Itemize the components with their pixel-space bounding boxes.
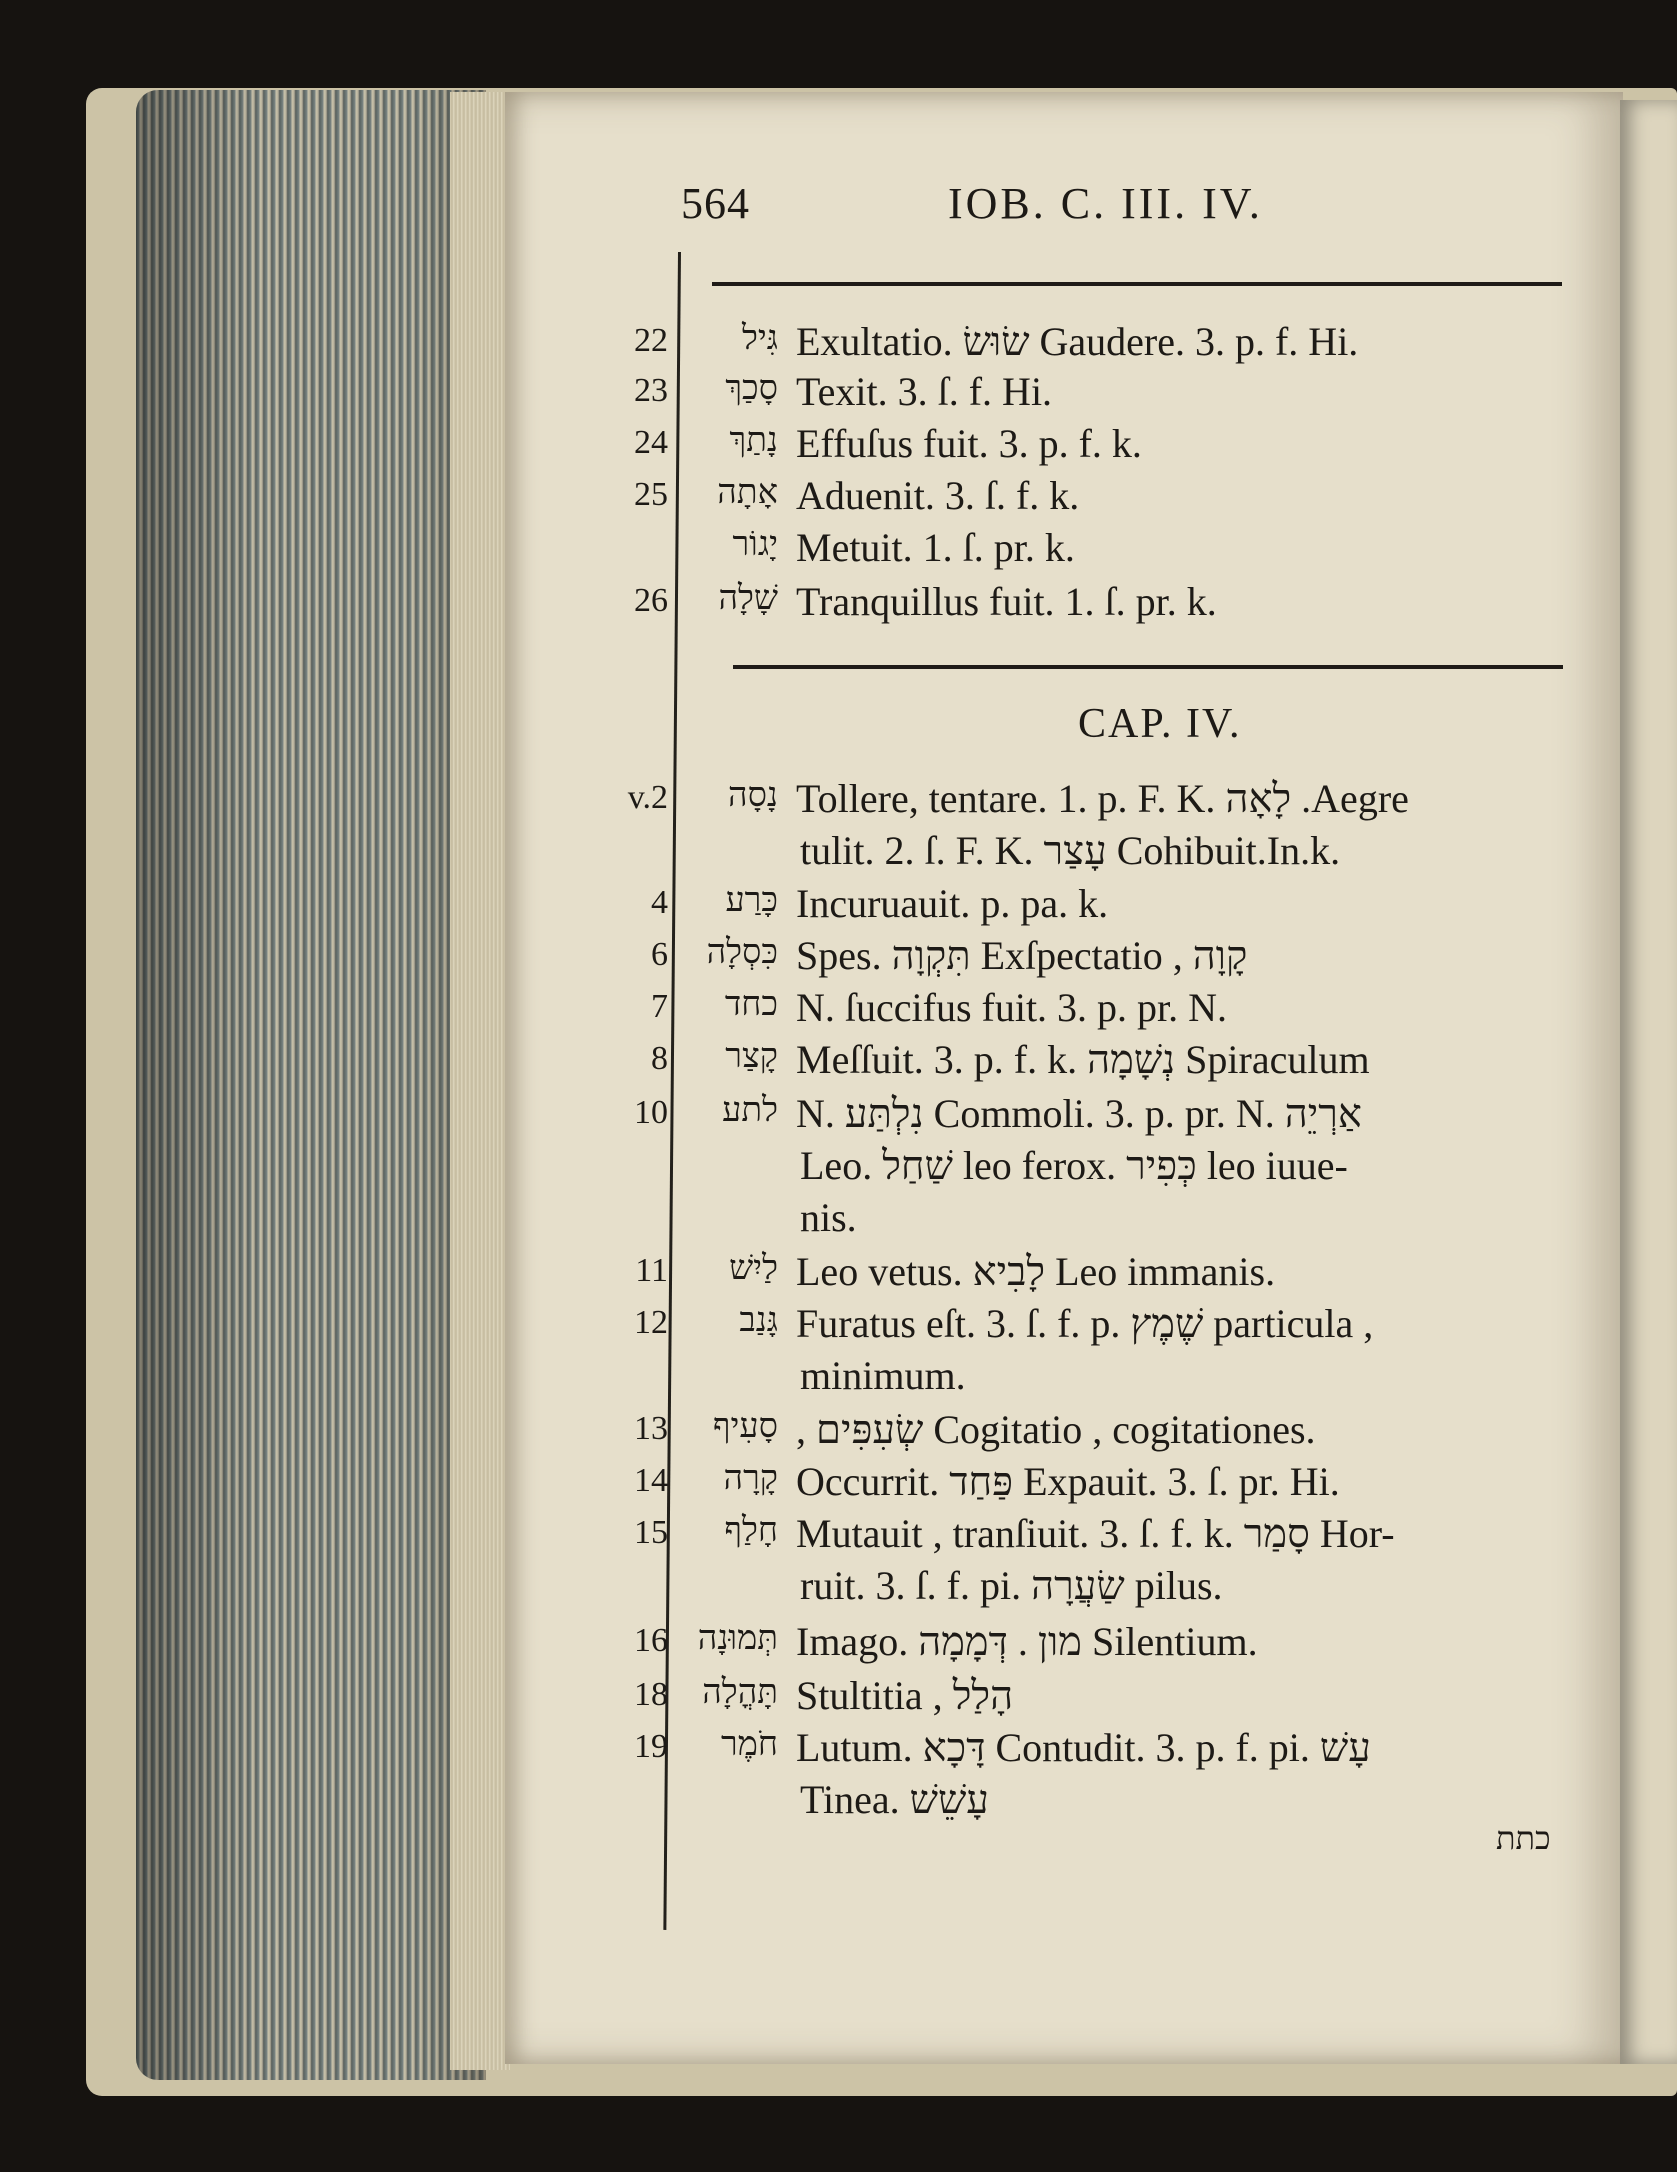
hebrew-headword: חָלַף [724, 1512, 778, 1549]
verse-number: 11 [635, 1252, 668, 1289]
hebrew-headword: יָגוֹר [732, 526, 778, 563]
hebrew-headword: אָתָה [717, 474, 778, 511]
verse-number: 6 [651, 936, 668, 973]
gloss-line: Effuſus fuit. 3. p. f. k. [796, 421, 1142, 466]
hebrew-headword: כחד [724, 986, 778, 1023]
gloss-line: Meſſuit. 3. p. f. k. נְשָׁמָה Spiraculum [796, 1037, 1370, 1082]
hebrew-headword: קָצַר [725, 1038, 778, 1075]
gloss-line: Furatus eſt. 3. ſ. f. p. שֶׁמֶץ particula , [796, 1301, 1374, 1346]
hebrew-headword: תָּהֳלָה [702, 1674, 778, 1711]
hebrew-headword: נָסָה [728, 777, 778, 814]
verse-number: 18 [634, 1676, 668, 1713]
gloss-line: nis. [800, 1195, 857, 1240]
verse-number: 14 [634, 1462, 668, 1499]
page-stack [450, 92, 510, 2070]
gloss-line: Lutum. דָּכָא Contudit. 3. p. f. pi. עָשׁ [796, 1725, 1371, 1770]
hebrew-headword: סָכַךְ [725, 370, 778, 407]
hebrew-headword: גָּנַב [739, 1302, 778, 1339]
gloss-line: Aduenit. 3. ſ. f. k. [796, 473, 1080, 518]
verse-number: 19 [634, 1728, 668, 1765]
gloss-line: Mutauit , tranſiuit. 3. ſ. f. k. סָמַר Hor- [796, 1511, 1395, 1556]
verse-number: 7 [651, 988, 668, 1025]
page-number: 564 [681, 179, 750, 228]
hebrew-headword: תְּמוּנָה [697, 1620, 778, 1657]
hebrew-headword: נָתַךְ [729, 422, 778, 459]
hebrew-headword: שָׁלָה [718, 580, 778, 617]
hebrew-headword: קָרָה [723, 1460, 778, 1497]
gloss-line: Leo vetus. לָבִיא Leo immanis. [796, 1249, 1276, 1294]
chapter-heading: CAP. IV. [1078, 701, 1242, 747]
gloss-line: Texit. 3. ſ. f. Hi. [796, 369, 1053, 414]
verse-number: 15 [634, 1514, 668, 1551]
hebrew-headword: חֹמֶר [721, 1726, 778, 1763]
gloss-line: tulit. 2. ſ. F. K. עָצַר Cohibuit.In.k. [800, 828, 1341, 873]
gloss-line: Leo. שַׁחַל leo ferox. כְּפִיר leo iuue- [800, 1143, 1348, 1188]
header-rule [712, 282, 1562, 286]
running-head: IOB. C. III. IV. [948, 179, 1263, 228]
hebrew-headword: סָעִיף [712, 1408, 778, 1445]
hebrew-headword: כִּסְלָה [706, 934, 778, 971]
gloss-line: Incuruauit. p. pa. k. [796, 881, 1109, 926]
hebrew-headword: לַיִשׁ [729, 1250, 778, 1287]
verse-number: 22 [634, 322, 668, 359]
hebrew-headword: כָּרַע [725, 882, 778, 919]
gloss-line: Exultatio. שׂוּשׂ Gaudere. 3. p. f. Hi. [796, 319, 1359, 364]
gloss-line: Tinea. עָשֵׁשׁ [800, 1777, 989, 1822]
verse-number: 26 [634, 582, 668, 619]
gloss-line: N. נִלְתַּע Commoli. 3. p. pr. N. אַרְיֵה [796, 1091, 1362, 1136]
verse-number: 13 [634, 1410, 668, 1447]
gloss-line: Occurrit. פַּחַד Expauit. 3. ſ. pr. Hi. [796, 1459, 1340, 1504]
catchword: כתת [1496, 1820, 1551, 1856]
hebrew-headword: לתע [722, 1092, 778, 1129]
page-fore-edge [136, 90, 486, 2080]
verse-number: 10 [634, 1094, 668, 1131]
facing-page-edge [1620, 100, 1677, 2064]
verse-number: 24 [634, 424, 668, 461]
verse-number: 12 [634, 1304, 668, 1341]
gloss-line: , שְׂעִפִּים Cogitatio , cogitationes. [796, 1407, 1316, 1452]
verse-number: 16 [634, 1622, 668, 1659]
verse-number: 4 [651, 884, 668, 921]
gloss-line: minimum. [800, 1353, 966, 1398]
gloss-line: Spes. תִּקְוָה Exſpectatio , קָוָה [796, 933, 1248, 978]
verse-number: 25 [634, 476, 668, 513]
verse-number: v.2 [627, 779, 668, 816]
gloss-line: Tollere, tentare. 1. p. F. K. לָאָה .Aegre [796, 776, 1409, 821]
gloss-line: N. ſuccifus fuit. 3. p. pr. N. [796, 985, 1228, 1030]
gloss-line: Imago. מון . דְּמָמָה Silentium. [796, 1619, 1258, 1664]
gloss-line: Tranquillus fuit. 1. ſ. pr. k. [796, 579, 1217, 624]
verse-number: 23 [634, 372, 668, 409]
gloss-line: Stultitia , הָלַל [796, 1673, 1014, 1718]
gloss-line: ruit. 3. ſ. f. pi. שַׂעֲרָה pilus. [800, 1563, 1223, 1608]
chapter-rule [733, 665, 1563, 669]
verse-number: 8 [651, 1040, 668, 1077]
gloss-line: Metuit. 1. ſ. pr. k. [796, 525, 1075, 570]
hebrew-headword: גִּיל [741, 320, 778, 357]
